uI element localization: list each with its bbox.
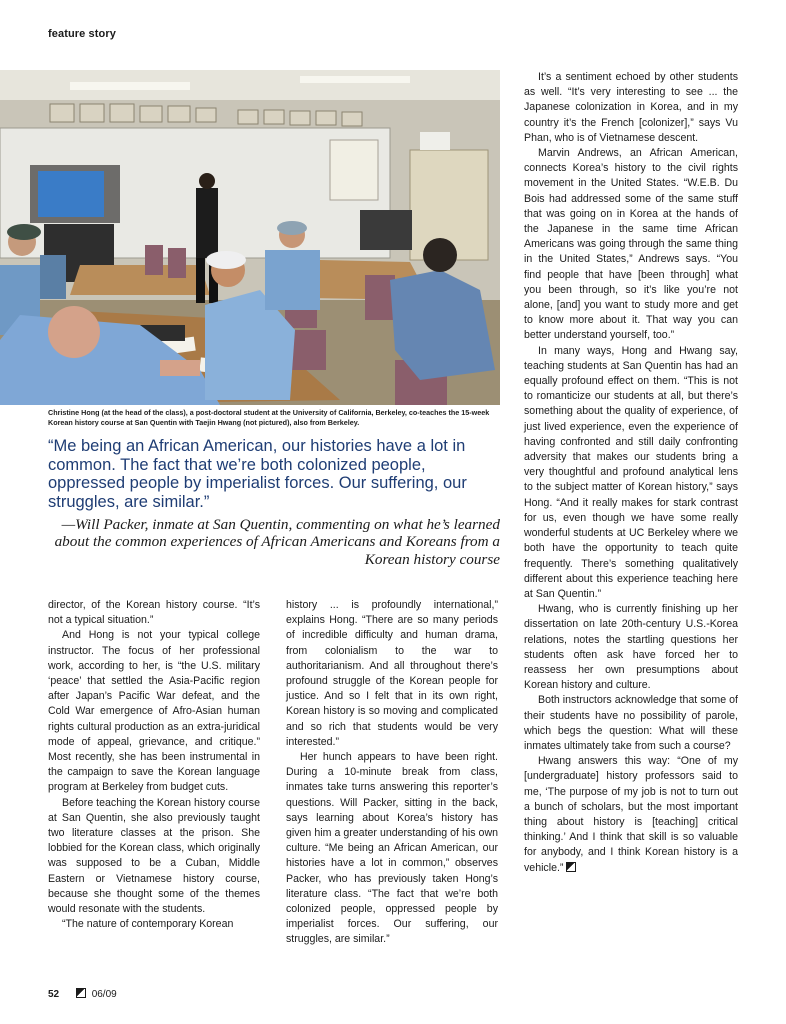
pull-quote-text: “Me being an African American, our histories have a lot in common. The fact that we’re both colonized people, oppressed people by imperialist forces. Our suffering, our struggles, are similar.”: [48, 437, 467, 512]
paragraph: Before teaching the Korean history course at San Quentin, she also previously taught two literature classes at the prison. She lobbied for the Korean class, which originally was supposed to be a Cuban, Middle Eastern or Vietnamese history course, because she thought some of the themes would resonate with the students.: [48, 796, 260, 916]
paragraph: “The nature of contemporary Korean: [62, 918, 234, 931]
paragraph: [524, 754, 738, 876]
paragraph: It’s a sentiment echoed by other students as well. “It’s very interesting to see ... the Japanese colonization in Korea, and in my country it’s the French [colonizer],” says Vu Phan, who is of Vietnamese descent.: [524, 71, 738, 144]
paragraph: Both instructors acknowledge that some of their students have no possibility of parole, which begs the question: What will these inmates ultimately take from such a course?: [524, 694, 738, 752]
article-column-3: [524, 70, 738, 876]
pull-quote-attribution: —Will Packer, inmate at San Quentin, commenting on what he’s learned about the common experiences of African Americans and Koreans from a Korean history course: [54, 515, 500, 568]
paragraph-text: Hwang answers this way: “One of my [undergraduate] history professors said to me, ‘The purpose of my job is not to turn out a bunch of scholars, but the most important thing about history is [teaching] critical thinking.’ And I think that skill is so valuable for anybody, and I think Korean history is a vehicle.”: [524, 755, 738, 874]
logo-icon: [76, 988, 86, 998]
issue-date: 06/09: [91, 989, 117, 1000]
paragraph: And Hong is not your typical college instructor. The focus of her professional work, according to her, is “the U.S. military ‘peace’ that settled the Asia-Pacific region after Japan’s Pacific War defeat, and the Cold War emergence of Afro-Asian human rights cultural production as an extra-juridical mode of appeal, grievance, and critique.” Most recently, she has been instrumental in the campaign to save the Korean language program at Berkeley from budget cuts.: [48, 629, 260, 794]
paragraph: Her hunch appears to have been right. During a 10-minute break from class, inmates take turns answering this reporter’s questions. Will Packer, sitting in the back, says learning about Korea’s history has given him a greater understanding of his own culture. “Me being an African American, our histories have a lot in common,” observes Packer, who has previously taken Hong’s literature class. “The fact that we’re both colonized people, oppressed people by imperialist forces. Our suffering, our struggles, are similar.”: [286, 751, 498, 946]
classroom-photo: [0, 70, 500, 405]
paragraph: director, of the Korean history course. “It’s not a typical situation.”: [48, 599, 260, 627]
end-mark-icon: [566, 862, 576, 872]
paragraph: history ... is profoundly international,” explains Hong. “There are so many periods of incredible difficulty and human drama, from colonialism to the war to authoritarianism. And all throughout there’s profound struggle of the Korean people for justice. And so I felt that in its own right, Korean history is so moving and complicated and so rich that students would be very interested.”: [286, 599, 498, 748]
article-column-2: [286, 598, 498, 948]
article-column-1: [48, 598, 260, 932]
page-footer: [48, 988, 117, 1000]
paragraph: Hwang, who is currently finishing up her dissertation on late 20th-century U.S.-Korea relations, notes the startling questions her students often ask have forced her to reassess her own presumptions about Korean history and culture.: [524, 603, 738, 692]
page-number: 52: [48, 989, 60, 1000]
paragraph: Marvin Andrews, an African American, connects Korea’s history to the civil rights movement in the United States. “W.E.B. Du Bois had addressed some of the same stuff that was going on in Korea at the hands of the Japanese in the same time African Americans was going through the same thing in the United States,” Andrews says. “You find people that have [been through] what you been through, so it’s like you’re not alone, [and] you want to study more and get to know more about it. That way you can better understand yourself, too.”: [524, 147, 738, 342]
pull-quote: [48, 437, 500, 568]
photo-caption: Christine Hong (at the head of the class), a post-doctoral student at the University of California, Berkeley, co-teaches the 15-week Korean history course at San Quentin with Taejin Hwang (not pictured), also from Berkeley.: [48, 408, 490, 427]
section-label: feature story: [48, 28, 116, 40]
paragraph: In many ways, Hong and Hwang say, teaching students at San Quentin has had an equally profound effect on them. “This is not to romanticize our students at all, but there’s something about the quality of experience, of just lived experience, even the experience of having confronted and still daily confronting adversity that makes our students bring a very thoughtful and profound analytical lens to the subject matter of Korean history,” says Hong. “And it really makes for stark contrast for us, even though we have some really wonderful students at UC Berkeley where we both have the opportunity to teach quite frequently. There’s something qualitatively different about this experience teaching here at San Quentin.”: [524, 344, 738, 600]
